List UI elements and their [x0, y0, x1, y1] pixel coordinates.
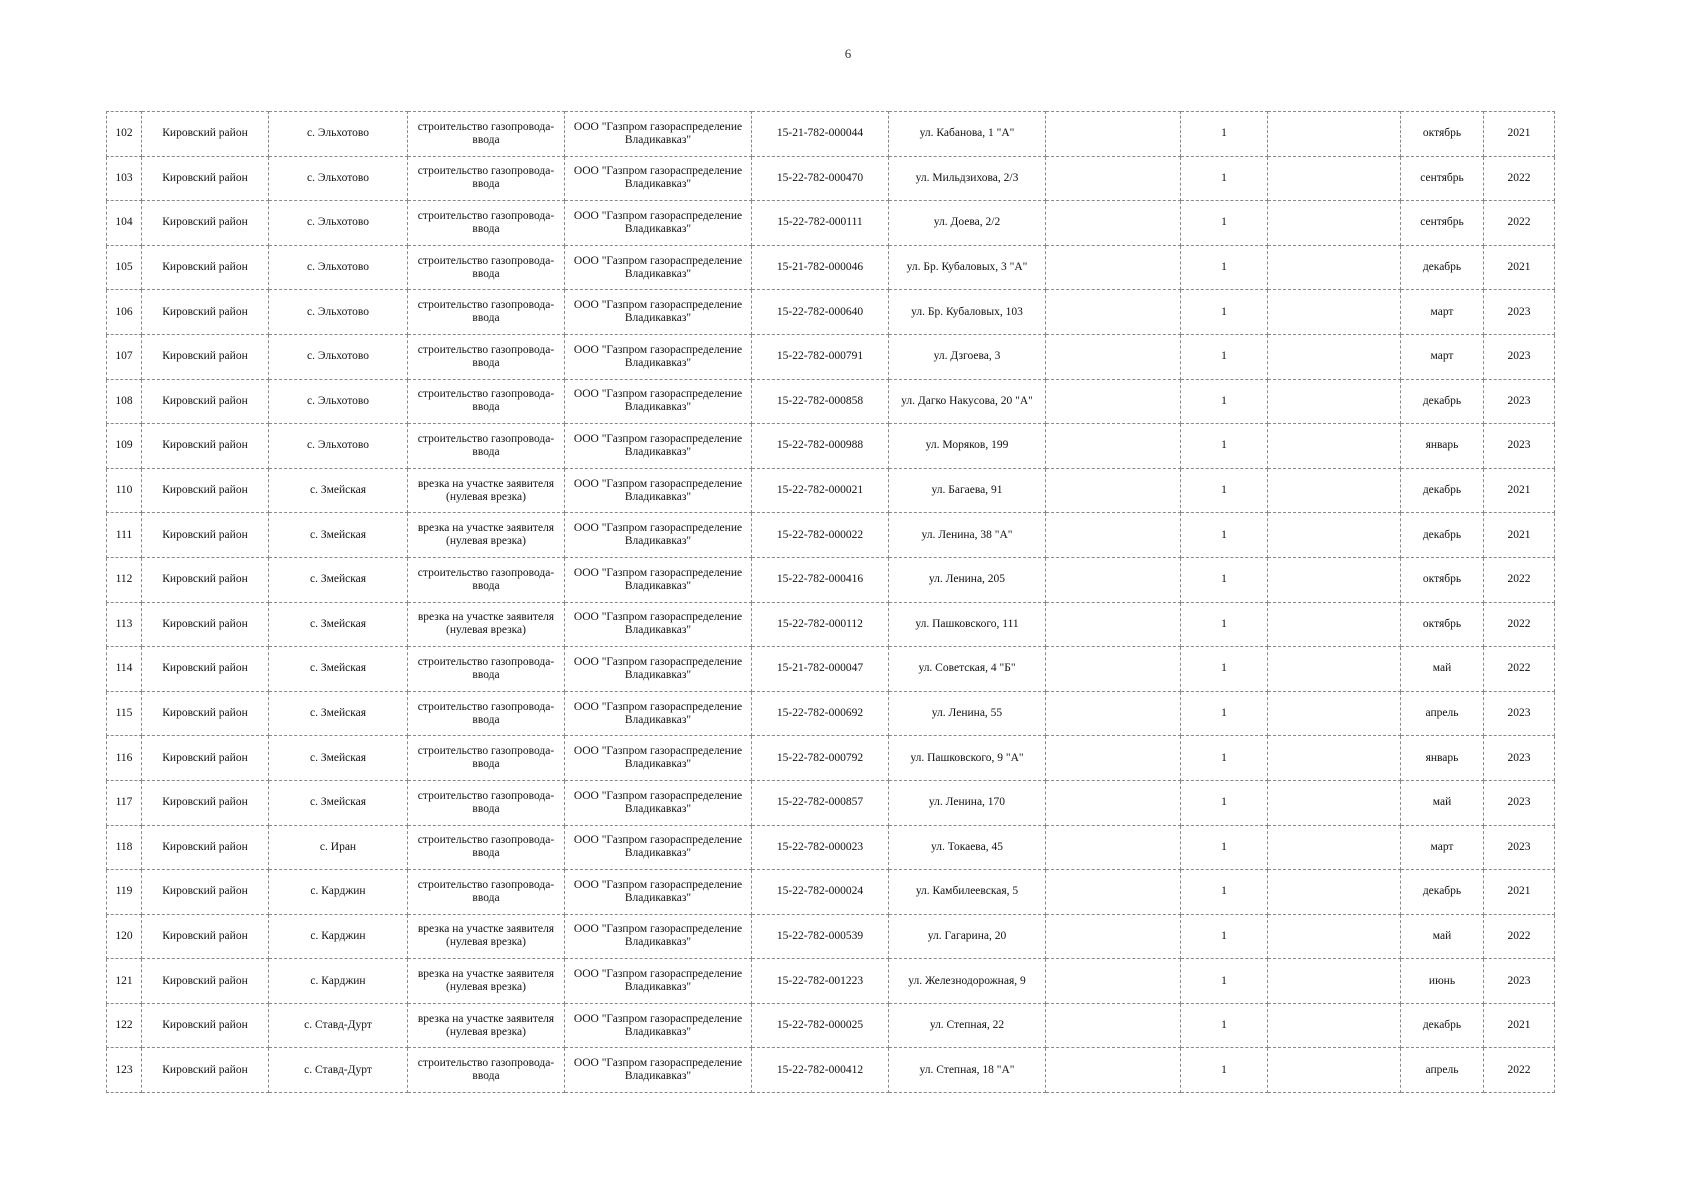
quantity-cell: 1: [1181, 513, 1268, 558]
quantity-cell: 1: [1181, 112, 1268, 157]
quantity-cell: 1: [1181, 424, 1268, 469]
organization-cell: ООО "Газпром газораспределение Владикавказ": [565, 959, 752, 1004]
month-cell: сентябрь: [1401, 156, 1484, 201]
village-cell: с. Иран: [269, 825, 408, 870]
page-number: 6: [844, 46, 852, 61]
year-cell: 2021: [1484, 513, 1555, 558]
row-number: 123: [107, 1048, 142, 1093]
row-number: 120: [107, 914, 142, 959]
work-type-cell: строительство газопровода-ввода: [408, 424, 565, 469]
year-cell: 2023: [1484, 379, 1555, 424]
empty-cell: [1268, 870, 1401, 915]
empty-cell: [1268, 1003, 1401, 1048]
month-cell: октябрь: [1401, 602, 1484, 647]
district-cell: Кировский район: [142, 870, 269, 915]
empty-cell: [1046, 647, 1181, 692]
empty-cell: [1268, 468, 1401, 513]
district-cell: Кировский район: [142, 914, 269, 959]
address-cell: ул. Камбилеевская, 5: [889, 870, 1046, 915]
organization-cell: ООО "Газпром газораспределение Владикавказ": [565, 557, 752, 602]
village-cell: с. Карджин: [269, 959, 408, 1004]
quantity-cell: 1: [1181, 870, 1268, 915]
district-cell: Кировский район: [142, 201, 269, 246]
district-cell: Кировский район: [142, 647, 269, 692]
empty-cell: [1046, 602, 1181, 647]
organization-cell: ООО "Газпром газораспределение Владикавказ": [565, 691, 752, 736]
row-number: 107: [107, 334, 142, 379]
address-cell: ул. Железнодорожная, 9: [889, 959, 1046, 1004]
month-cell: июнь: [1401, 959, 1484, 1004]
application-code-cell: 15-22-782-000412: [752, 1048, 889, 1093]
village-cell: с. Эльхотово: [269, 290, 408, 335]
work-type-cell: строительство газопровода-ввода: [408, 647, 565, 692]
empty-cell: [1046, 736, 1181, 781]
address-cell: ул. Ленина, 205: [889, 557, 1046, 602]
row-number: 110: [107, 468, 142, 513]
address-cell: ул. Моряков, 199: [889, 424, 1046, 469]
address-cell: ул. Багаева, 91: [889, 468, 1046, 513]
month-cell: декабрь: [1401, 468, 1484, 513]
village-cell: с. Змейская: [269, 468, 408, 513]
empty-cell: [1046, 513, 1181, 558]
application-code-cell: 15-22-782-000111: [752, 201, 889, 246]
table-row: [107, 557, 1555, 602]
village-cell: с. Эльхотово: [269, 245, 408, 290]
work-type-cell: строительство газопровода-ввода: [408, 245, 565, 290]
table-row: [107, 647, 1555, 692]
district-cell: Кировский район: [142, 1003, 269, 1048]
quantity-cell: 1: [1181, 379, 1268, 424]
work-type-cell: строительство газопровода-ввода: [408, 201, 565, 246]
year-cell: 2021: [1484, 870, 1555, 915]
table-row: [107, 1003, 1555, 1048]
empty-cell: [1046, 424, 1181, 469]
empty-cell: [1268, 334, 1401, 379]
row-number: 121: [107, 959, 142, 1004]
table-row: [107, 914, 1555, 959]
year-cell: 2022: [1484, 201, 1555, 246]
row-number: 115: [107, 691, 142, 736]
row-number: 113: [107, 602, 142, 647]
empty-cell: [1268, 156, 1401, 201]
district-cell: Кировский район: [142, 379, 269, 424]
work-type-cell: строительство газопровода-ввода: [408, 1048, 565, 1093]
empty-cell: [1046, 468, 1181, 513]
row-number: 103: [107, 156, 142, 201]
organization-cell: ООО "Газпром газораспределение Владикавказ": [565, 156, 752, 201]
work-type-cell: врезка на участке заявителя (нулевая врезка): [408, 468, 565, 513]
quantity-cell: 1: [1181, 334, 1268, 379]
work-type-cell: врезка на участке заявителя (нулевая врезка): [408, 513, 565, 558]
month-cell: март: [1401, 334, 1484, 379]
work-type-cell: строительство газопровода-ввода: [408, 112, 565, 157]
district-cell: Кировский район: [142, 736, 269, 781]
table-row: [107, 780, 1555, 825]
empty-cell: [1268, 780, 1401, 825]
village-cell: с. Змейская: [269, 513, 408, 558]
empty-cell: [1046, 112, 1181, 157]
address-cell: ул. Мильдзихова, 2/3: [889, 156, 1046, 201]
quantity-cell: 1: [1181, 557, 1268, 602]
work-type-cell: строительство газопровода-ввода: [408, 870, 565, 915]
empty-cell: [1046, 1003, 1181, 1048]
organization-cell: ООО "Газпром газораспределение Владикавказ": [565, 736, 752, 781]
year-cell: 2023: [1484, 959, 1555, 1004]
organization-cell: ООО "Газпром газораспределение Владикавказ": [565, 290, 752, 335]
empty-cell: [1046, 156, 1181, 201]
year-cell: 2023: [1484, 691, 1555, 736]
quantity-cell: 1: [1181, 1048, 1268, 1093]
district-cell: Кировский район: [142, 691, 269, 736]
village-cell: с. Карджин: [269, 870, 408, 915]
application-code-cell: 15-22-782-000025: [752, 1003, 889, 1048]
organization-cell: ООО "Газпром газораспределение Владикавказ": [565, 780, 752, 825]
village-cell: с. Карджин: [269, 914, 408, 959]
work-type-cell: строительство газопровода-ввода: [408, 736, 565, 781]
village-cell: с. Эльхотово: [269, 156, 408, 201]
table-row: [107, 513, 1555, 558]
empty-cell: [1268, 691, 1401, 736]
year-cell: 2023: [1484, 736, 1555, 781]
address-cell: ул. Советская, 4 "Б": [889, 647, 1046, 692]
month-cell: май: [1401, 647, 1484, 692]
district-cell: Кировский район: [142, 424, 269, 469]
quantity-cell: 1: [1181, 825, 1268, 870]
empty-cell: [1268, 245, 1401, 290]
district-cell: Кировский район: [142, 959, 269, 1004]
district-cell: Кировский район: [142, 334, 269, 379]
month-cell: январь: [1401, 424, 1484, 469]
work-type-cell: строительство газопровода-ввода: [408, 557, 565, 602]
application-code-cell: 15-22-782-000858: [752, 379, 889, 424]
application-code-cell: 15-22-782-000857: [752, 780, 889, 825]
address-cell: ул. Гагарина, 20: [889, 914, 1046, 959]
empty-cell: [1268, 736, 1401, 781]
village-cell: с. Змейская: [269, 557, 408, 602]
month-cell: март: [1401, 825, 1484, 870]
district-cell: Кировский район: [142, 557, 269, 602]
organization-cell: ООО "Газпром газораспределение Владикавказ": [565, 245, 752, 290]
year-cell: 2023: [1484, 780, 1555, 825]
year-cell: 2023: [1484, 825, 1555, 870]
village-cell: с. Ставд-Дурт: [269, 1003, 408, 1048]
application-code-cell: 15-21-782-000044: [752, 112, 889, 157]
organization-cell: ООО "Газпром газораспределение Владикавказ": [565, 825, 752, 870]
empty-cell: [1268, 513, 1401, 558]
year-cell: 2022: [1484, 557, 1555, 602]
quantity-cell: 1: [1181, 736, 1268, 781]
table-row: [107, 691, 1555, 736]
organization-cell: ООО "Газпром газораспределение Владикавказ": [565, 379, 752, 424]
month-cell: апрель: [1401, 1048, 1484, 1093]
month-cell: апрель: [1401, 691, 1484, 736]
application-code-cell: 15-22-782-000024: [752, 870, 889, 915]
empty-cell: [1268, 112, 1401, 157]
organization-cell: ООО "Газпром газораспределение Владикавказ": [565, 334, 752, 379]
district-cell: Кировский район: [142, 1048, 269, 1093]
month-cell: январь: [1401, 736, 1484, 781]
empty-cell: [1268, 647, 1401, 692]
work-type-cell: врезка на участке заявителя (нулевая врезка): [408, 914, 565, 959]
quantity-cell: 1: [1181, 468, 1268, 513]
month-cell: декабрь: [1401, 513, 1484, 558]
table-row: [107, 424, 1555, 469]
organization-cell: ООО "Газпром газораспределение Владикавказ": [565, 1003, 752, 1048]
row-number: 105: [107, 245, 142, 290]
village-cell: с. Эльхотово: [269, 424, 408, 469]
row-number: 102: [107, 112, 142, 157]
organization-cell: ООО "Газпром газораспределение Владикавказ": [565, 513, 752, 558]
table-row: [107, 736, 1555, 781]
year-cell: 2022: [1484, 647, 1555, 692]
month-cell: октябрь: [1401, 557, 1484, 602]
table-row: [107, 201, 1555, 246]
month-cell: декабрь: [1401, 379, 1484, 424]
empty-cell: [1268, 424, 1401, 469]
address-cell: ул. Токаева, 45: [889, 825, 1046, 870]
quantity-cell: 1: [1181, 156, 1268, 201]
district-cell: Кировский район: [142, 245, 269, 290]
organization-cell: ООО "Газпром газораспределение Владикавказ": [565, 914, 752, 959]
row-number: 118: [107, 825, 142, 870]
quantity-cell: 1: [1181, 1003, 1268, 1048]
empty-cell: [1046, 334, 1181, 379]
organization-cell: ООО "Газпром газораспределение Владикавказ": [565, 112, 752, 157]
address-cell: ул. Пашковского, 9 "А": [889, 736, 1046, 781]
organization-cell: ООО "Газпром газораспределение Владикавказ": [565, 602, 752, 647]
application-code-cell: 15-22-782-000988: [752, 424, 889, 469]
empty-cell: [1268, 959, 1401, 1004]
address-cell: ул. Степная, 22: [889, 1003, 1046, 1048]
quantity-cell: 1: [1181, 959, 1268, 1004]
work-type-cell: строительство газопровода-ввода: [408, 825, 565, 870]
application-code-cell: 15-22-782-000792: [752, 736, 889, 781]
empty-cell: [1046, 1048, 1181, 1093]
table-row: [107, 156, 1555, 201]
quantity-cell: 1: [1181, 780, 1268, 825]
district-cell: Кировский район: [142, 468, 269, 513]
village-cell: с. Змейская: [269, 602, 408, 647]
month-cell: декабрь: [1401, 245, 1484, 290]
table-row: [107, 1048, 1555, 1093]
village-cell: с. Эльхотово: [269, 112, 408, 157]
village-cell: с. Змейская: [269, 736, 408, 781]
address-cell: ул. Доева, 2/2: [889, 201, 1046, 246]
application-code-cell: 15-22-782-000539: [752, 914, 889, 959]
application-code-cell: 15-21-782-000047: [752, 647, 889, 692]
empty-cell: [1046, 870, 1181, 915]
empty-cell: [1046, 691, 1181, 736]
empty-cell: [1046, 290, 1181, 335]
quantity-cell: 1: [1181, 914, 1268, 959]
row-number: 108: [107, 379, 142, 424]
table-row: [107, 334, 1555, 379]
district-cell: Кировский район: [142, 780, 269, 825]
year-cell: 2021: [1484, 112, 1555, 157]
organization-cell: ООО "Газпром газораспределение Владикавказ": [565, 201, 752, 246]
row-number: 109: [107, 424, 142, 469]
village-cell: с. Эльхотово: [269, 334, 408, 379]
row-number: 111: [107, 513, 142, 558]
year-cell: 2021: [1484, 1003, 1555, 1048]
empty-cell: [1268, 602, 1401, 647]
empty-cell: [1046, 914, 1181, 959]
empty-cell: [1046, 557, 1181, 602]
table-row: [107, 290, 1555, 335]
month-cell: декабрь: [1401, 870, 1484, 915]
address-cell: ул. Дагко Накусова, 20 "А": [889, 379, 1046, 424]
district-cell: Кировский район: [142, 513, 269, 558]
row-number: 106: [107, 290, 142, 335]
application-code-cell: 15-22-782-000022: [752, 513, 889, 558]
quantity-cell: 1: [1181, 245, 1268, 290]
work-type-cell: врезка на участке заявителя (нулевая врезка): [408, 1003, 565, 1048]
row-number: 119: [107, 870, 142, 915]
table-row: [107, 870, 1555, 915]
empty-cell: [1268, 379, 1401, 424]
empty-cell: [1268, 914, 1401, 959]
table-row: [107, 825, 1555, 870]
address-cell: ул. Ленина, 38 "А": [889, 513, 1046, 558]
year-cell: 2022: [1484, 914, 1555, 959]
village-cell: с. Ставд-Дурт: [269, 1048, 408, 1093]
village-cell: с. Змейская: [269, 780, 408, 825]
month-cell: март: [1401, 290, 1484, 335]
village-cell: с. Эльхотово: [269, 379, 408, 424]
district-cell: Кировский район: [142, 112, 269, 157]
year-cell: 2021: [1484, 245, 1555, 290]
work-type-cell: строительство газопровода-ввода: [408, 334, 565, 379]
empty-cell: [1046, 379, 1181, 424]
year-cell: 2021: [1484, 468, 1555, 513]
year-cell: 2022: [1484, 156, 1555, 201]
table-row: [107, 959, 1555, 1004]
month-cell: май: [1401, 914, 1484, 959]
year-cell: 2023: [1484, 334, 1555, 379]
application-code-cell: 15-22-782-000021: [752, 468, 889, 513]
application-code-cell: 15-22-782-000470: [752, 156, 889, 201]
application-code-cell: 15-22-782-000692: [752, 691, 889, 736]
table-row: [107, 468, 1555, 513]
address-cell: ул. Бр. Кубаловых, 3 "А": [889, 245, 1046, 290]
organization-cell: ООО "Газпром газораспределение Владикавказ": [565, 870, 752, 915]
address-cell: ул. Пашковского, 111: [889, 602, 1046, 647]
row-number: 114: [107, 647, 142, 692]
row-number: 116: [107, 736, 142, 781]
work-type-cell: строительство газопровода-ввода: [408, 290, 565, 335]
row-number: 122: [107, 1003, 142, 1048]
address-cell: ул. Ленина, 55: [889, 691, 1046, 736]
table-row: [107, 602, 1555, 647]
address-cell: ул. Кабанова, 1 "А": [889, 112, 1046, 157]
village-cell: с. Змейская: [269, 691, 408, 736]
application-code-cell: 15-21-782-000046: [752, 245, 889, 290]
work-type-cell: строительство газопровода-ввода: [408, 156, 565, 201]
table-row: [107, 245, 1555, 290]
work-type-cell: строительство газопровода-ввода: [408, 691, 565, 736]
application-code-cell: 15-22-782-000023: [752, 825, 889, 870]
table-body: [107, 112, 1555, 1093]
table-row: [107, 379, 1555, 424]
work-type-cell: врезка на участке заявителя (нулевая врезка): [408, 959, 565, 1004]
row-number: 117: [107, 780, 142, 825]
table-row: [107, 112, 1555, 157]
empty-cell: [1268, 825, 1401, 870]
empty-cell: [1046, 780, 1181, 825]
quantity-cell: 1: [1181, 290, 1268, 335]
month-cell: май: [1401, 780, 1484, 825]
quantity-cell: 1: [1181, 691, 1268, 736]
quantity-cell: 1: [1181, 602, 1268, 647]
address-cell: ул. Бр. Кубаловых, 103: [889, 290, 1046, 335]
empty-cell: [1268, 557, 1401, 602]
application-code-cell: 15-22-782-001223: [752, 959, 889, 1004]
application-code-cell: 15-22-782-000640: [752, 290, 889, 335]
gasification-table: [106, 111, 1555, 1093]
district-cell: Кировский район: [142, 156, 269, 201]
address-cell: ул. Степная, 18 "А": [889, 1048, 1046, 1093]
village-cell: с. Эльхотово: [269, 201, 408, 246]
row-number: 104: [107, 201, 142, 246]
organization-cell: ООО "Газпром газораспределение Владикавказ": [565, 1048, 752, 1093]
district-cell: Кировский район: [142, 290, 269, 335]
district-cell: Кировский район: [142, 825, 269, 870]
quantity-cell: 1: [1181, 201, 1268, 246]
application-code-cell: 15-22-782-000416: [752, 557, 889, 602]
application-code-cell: 15-22-782-000112: [752, 602, 889, 647]
month-cell: декабрь: [1401, 1003, 1484, 1048]
empty-cell: [1046, 825, 1181, 870]
empty-cell: [1268, 1048, 1401, 1093]
empty-cell: [1046, 245, 1181, 290]
month-cell: сентябрь: [1401, 201, 1484, 246]
application-code-cell: 15-22-782-000791: [752, 334, 889, 379]
village-cell: с. Змейская: [269, 647, 408, 692]
quantity-cell: 1: [1181, 647, 1268, 692]
empty-cell: [1046, 201, 1181, 246]
empty-cell: [1268, 201, 1401, 246]
month-cell: октябрь: [1401, 112, 1484, 157]
district-cell: Кировский район: [142, 602, 269, 647]
row-number: 112: [107, 557, 142, 602]
year-cell: 2022: [1484, 1048, 1555, 1093]
organization-cell: ООО "Газпром газораспределение Владикавказ": [565, 647, 752, 692]
work-type-cell: строительство газопровода-ввода: [408, 379, 565, 424]
year-cell: 2023: [1484, 290, 1555, 335]
empty-cell: [1046, 959, 1181, 1004]
work-type-cell: врезка на участке заявителя (нулевая врезка): [408, 602, 565, 647]
organization-cell: ООО "Газпром газораспределение Владикавказ": [565, 424, 752, 469]
organization-cell: ООО "Газпром газораспределение Владикавказ": [565, 468, 752, 513]
work-type-cell: строительство газопровода-ввода: [408, 780, 565, 825]
address-cell: ул. Дзгоева, 3: [889, 334, 1046, 379]
empty-cell: [1268, 290, 1401, 335]
year-cell: 2022: [1484, 602, 1555, 647]
address-cell: ул. Ленина, 170: [889, 780, 1046, 825]
year-cell: 2023: [1484, 424, 1555, 469]
